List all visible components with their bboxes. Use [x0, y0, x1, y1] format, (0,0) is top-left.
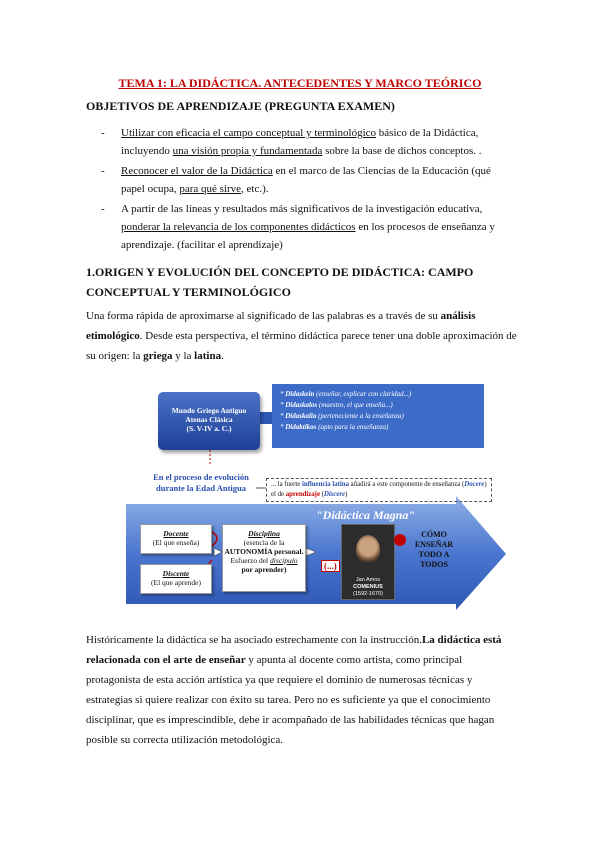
docente-card: Docente (El que enseña): [140, 524, 212, 554]
section-heading: 1.ORIGEN Y EVOLUCIÓN DEL CONCEPTO DE DIDÁCTICA: CAMPO CONCEPTUAL Y TERMINOLÓGICO: [86, 265, 474, 299]
greek-world-box: Mundo Griego Antiguo Atenas Clásica (S. V-IV a. C.): [158, 392, 260, 450]
objectives-heading: OBJETIVOS DE APRENDIZAJE (PREGUNTA EXAMEN): [86, 99, 395, 113]
latin-influence-box: ... la fuerte influencia latina añadirá a este componente de enseñanza (Docere) el de aprendizaje (Discere): [266, 478, 492, 502]
didactica-magna-label: "Didáctica Magna": [316, 508, 415, 522]
paragraph-etymology: Una forma rápida de aproximarse al significado de las palabras es a través de su análisis etimológico. Desde esta perspectiva, el término didáctica parece tener una doble aproximación de su origen: la griega y la latina.: [86, 310, 517, 362]
process-label: En el proceso de evolución durante la Edad Antigua: [153, 472, 249, 493]
list-item: * Didaktikos (apto para la enseñanza): [280, 423, 389, 431]
como-ensenar-label: CÓMO ENSEÑAR TODO A TODOS: [414, 530, 454, 569]
list-item: * Didaskein (enseñar, explicar con claridad...): [280, 390, 412, 398]
paragraph-history: Históricamente la didáctica se ha asociado estrechamente con la instrucción.La didáctica está relacionada con el arte de enseñar y apunta al docente como artista, como principal protagonista de esta acción artística ya que requiere el dominio de numerosas técnicas y estrategias si quiere realizar con éxito su tarea. Pero no es suficiente ya que el conocimiento disciplinar, que es imprescindible, debe ir acompañado de las habilidades técnicas que hagan posible su correcta utilización metodológica.: [86, 634, 502, 746]
ellipsis-label: (...): [321, 560, 340, 572]
list-item: * Didaskalia (perteneciente a la enseñanza): [280, 412, 404, 420]
flower-bullet-icon: [394, 534, 406, 546]
list-item: * Didaskalos (maestro, el que enseña...): [280, 401, 393, 409]
objectives-list: [86, 124, 514, 256]
didactics-diagram: [126, 382, 506, 610]
list-item: - Utilizar con eficacia el campo conceptual y terminológico básico de la Didáctica, incluyendo una visión propia y fundamentada sobre la base de dichos conceptos. .: [101, 127, 482, 157]
document-title: TEMA 1: LA DIDÁCTICA. ANTECEDENTES Y MARCO TEÓRICO: [118, 76, 482, 90]
discente-card: Discente (El que aprende): [140, 564, 212, 594]
greek-terms-list: [272, 384, 484, 448]
portrait-face-icon: [356, 535, 380, 565]
list-item: - A partir de las líneas y resultados más significativos de la investigación educativa, ponderar la relevancia de los componentes didácticos en los procesos de enseñanza y aprendizaje. (facilitar el aprendizaje): [101, 203, 495, 251]
comenius-portrait: Jan Amos COMENIUS (1592-1670): [341, 524, 395, 600]
disciplina-card: Disciplina (esencia de la AUTONOMÍA personal. Esfuerzo del discípulo por aprender): [222, 524, 306, 592]
list-item: - Reconocer el valor de la Didáctica en el marco de las Ciencias de la Educación (qué papel ocupa, para qué sirve, etc.).: [101, 165, 491, 195]
